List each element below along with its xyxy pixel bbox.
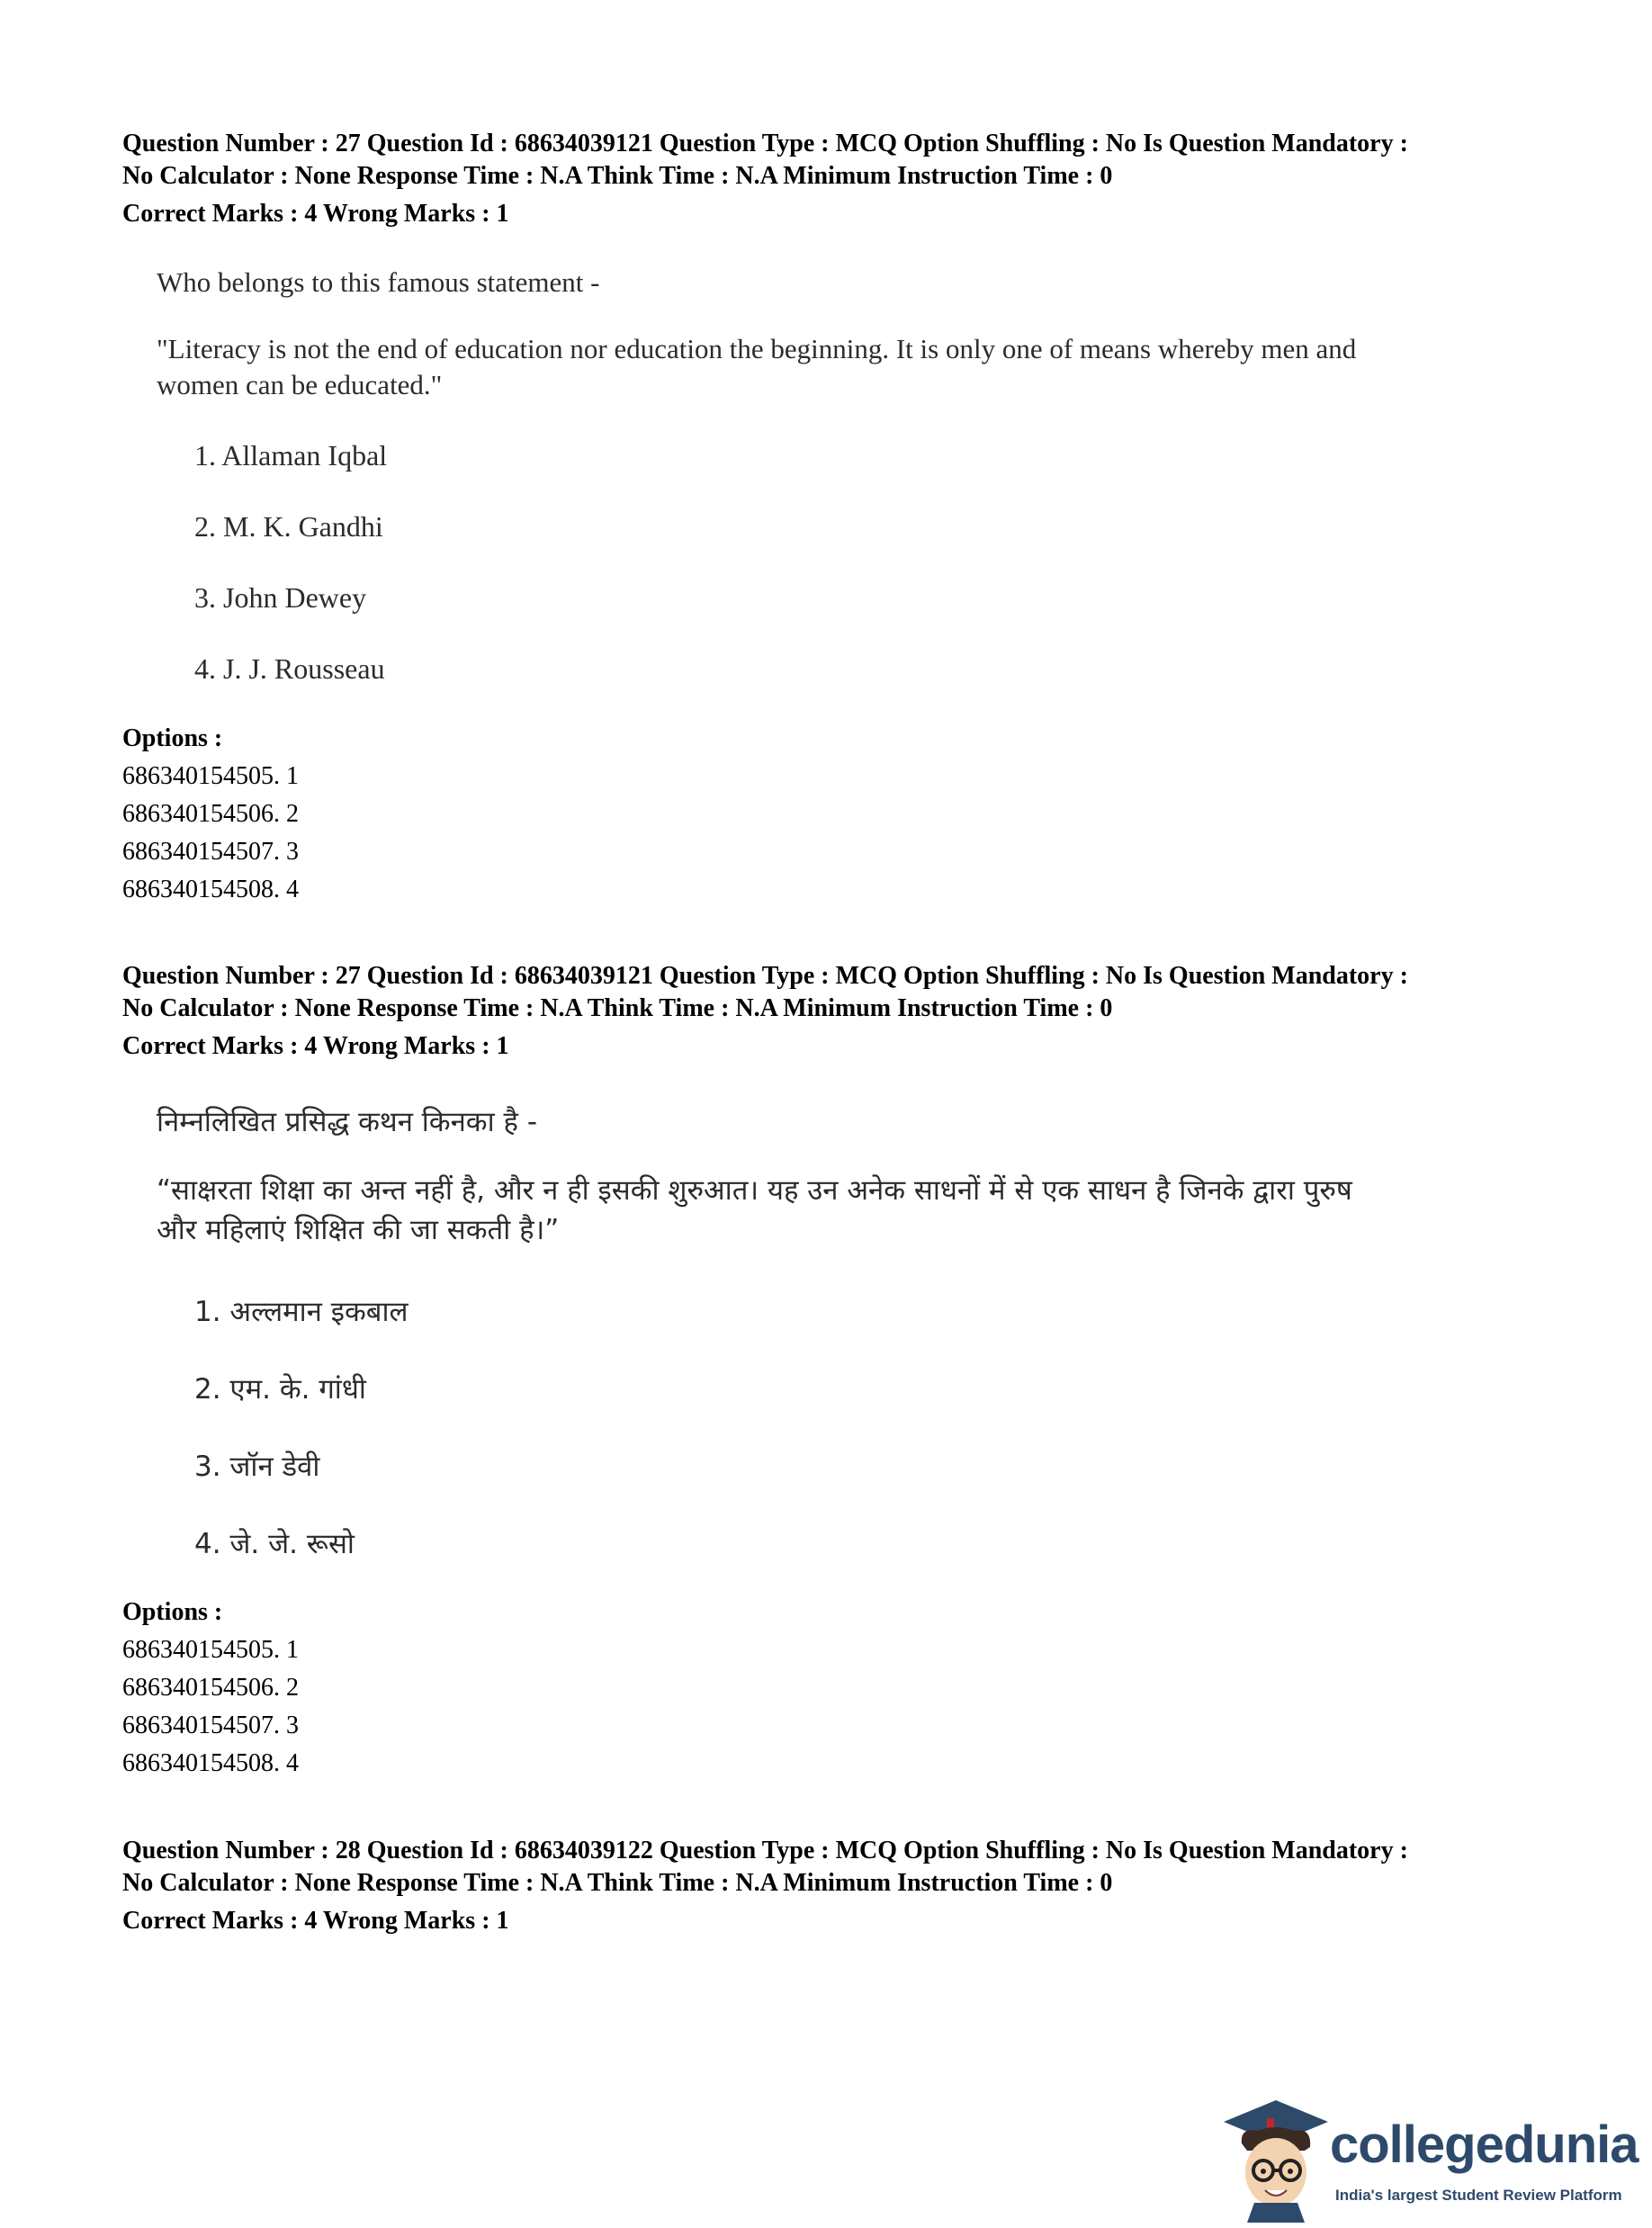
option-item: 686340154507. 3 [122,838,299,866]
question-marks: Correct Marks : 4 Wrong Marks : 1 [122,200,509,228]
options-label: Options : [122,724,223,752]
question-marks: Correct Marks : 4 Wrong Marks : 1 [122,1907,509,1935]
student-mascot-icon [1222,2097,1330,2223]
option-item: 686340154508. 4 [122,1749,299,1777]
question-quote-line1: "Literacy is not the end of education nor education the beginning. It is only one of means whereby men and [157,333,1357,364]
logo-tagline: India's largest Student Review Platform [1335,2187,1622,2204]
options-list-q27-en [122,720,299,909]
choice-2: 2. एम. के. गांधी [194,1373,366,1406]
question-meta-line2: No Calculator : None Response Time : N.A Think Time : N.A Minimum Instruction Time : 0 [122,162,1113,190]
option-item: 686340154505. 1 [122,762,299,790]
question-quote-line2: और महिलाएं शिक्षित की जा सकती है।” [157,1214,560,1246]
option-item: 686340154506. 2 [122,800,299,828]
question-meta-line2: No Calculator : None Response Time : N.A Think Time : N.A Minimum Instruction Time : 0 [122,1869,1113,1897]
question-body-q27-hi [157,1102,1542,1250]
option-item: 686340154505. 1 [122,1636,299,1664]
question-quote-line2: women can be educated." [157,369,443,400]
question-header-q27-hi [122,960,1544,1063]
question-meta-line2: No Calculator : None Response Time : N.A Think Time : N.A Minimum Instruction Time : 0 [122,994,1113,1022]
question-header-q28 [122,1835,1544,1937]
options-list-q27-hi [122,1594,299,1783]
choice-3: 3. जॉन डेवी [194,1451,320,1483]
choice-4: 4. J. J. Rousseau [194,652,385,685]
option-item: 686340154506. 2 [122,1674,299,1702]
question-meta-line1: Question Number : 27 Question Id : 68634039121 Question Type : MCQ Option Shuffling : No Is Question Mandatory : [122,130,1408,157]
choice-3: 3. John Dewey [194,581,367,614]
question-prompt: निम्नलिखित प्रसिद्ध कथन किनका है - [157,1106,537,1138]
question-meta-line1: Question Number : 28 Question Id : 68634039122 Question Type : MCQ Option Shuffling : No Is Question Mandatory : [122,1837,1408,1864]
option-item: 686340154508. 4 [122,876,299,903]
question-quote-line1: “साक्षरता शिक्षा का अन्त नहीं है, और न ही इसकी शुरुआत। यह उन अनेक साधनों में से एक साधन है जिनके द्वारा पुरुष [157,1174,1352,1207]
choice-1: 1. Allaman Iqbal [194,439,388,472]
question-header-q27-en [122,128,1544,230]
question-meta-line1: Question Number : 27 Question Id : 68634039121 Question Type : MCQ Option Shuffling : No Is Question Mandatory : [122,962,1408,990]
question-marks: Correct Marks : 4 Wrong Marks : 1 [122,1032,509,1060]
question-body-q27-en [157,265,1542,403]
choice-1: 1. अल्लमान इकबाल [194,1296,409,1328]
option-item: 686340154507. 3 [122,1711,299,1739]
choice-2: 2. M. K. Gandhi [194,510,383,543]
choice-4: 4. जे. जे. रूसो [194,1528,355,1560]
collegedunia-logo [1222,2097,1639,2223]
logo-wordmark: collegedunia [1330,2116,1639,2174]
options-label: Options : [122,1598,223,1626]
question-prompt: Who belongs to this famous statement - [157,266,600,298]
